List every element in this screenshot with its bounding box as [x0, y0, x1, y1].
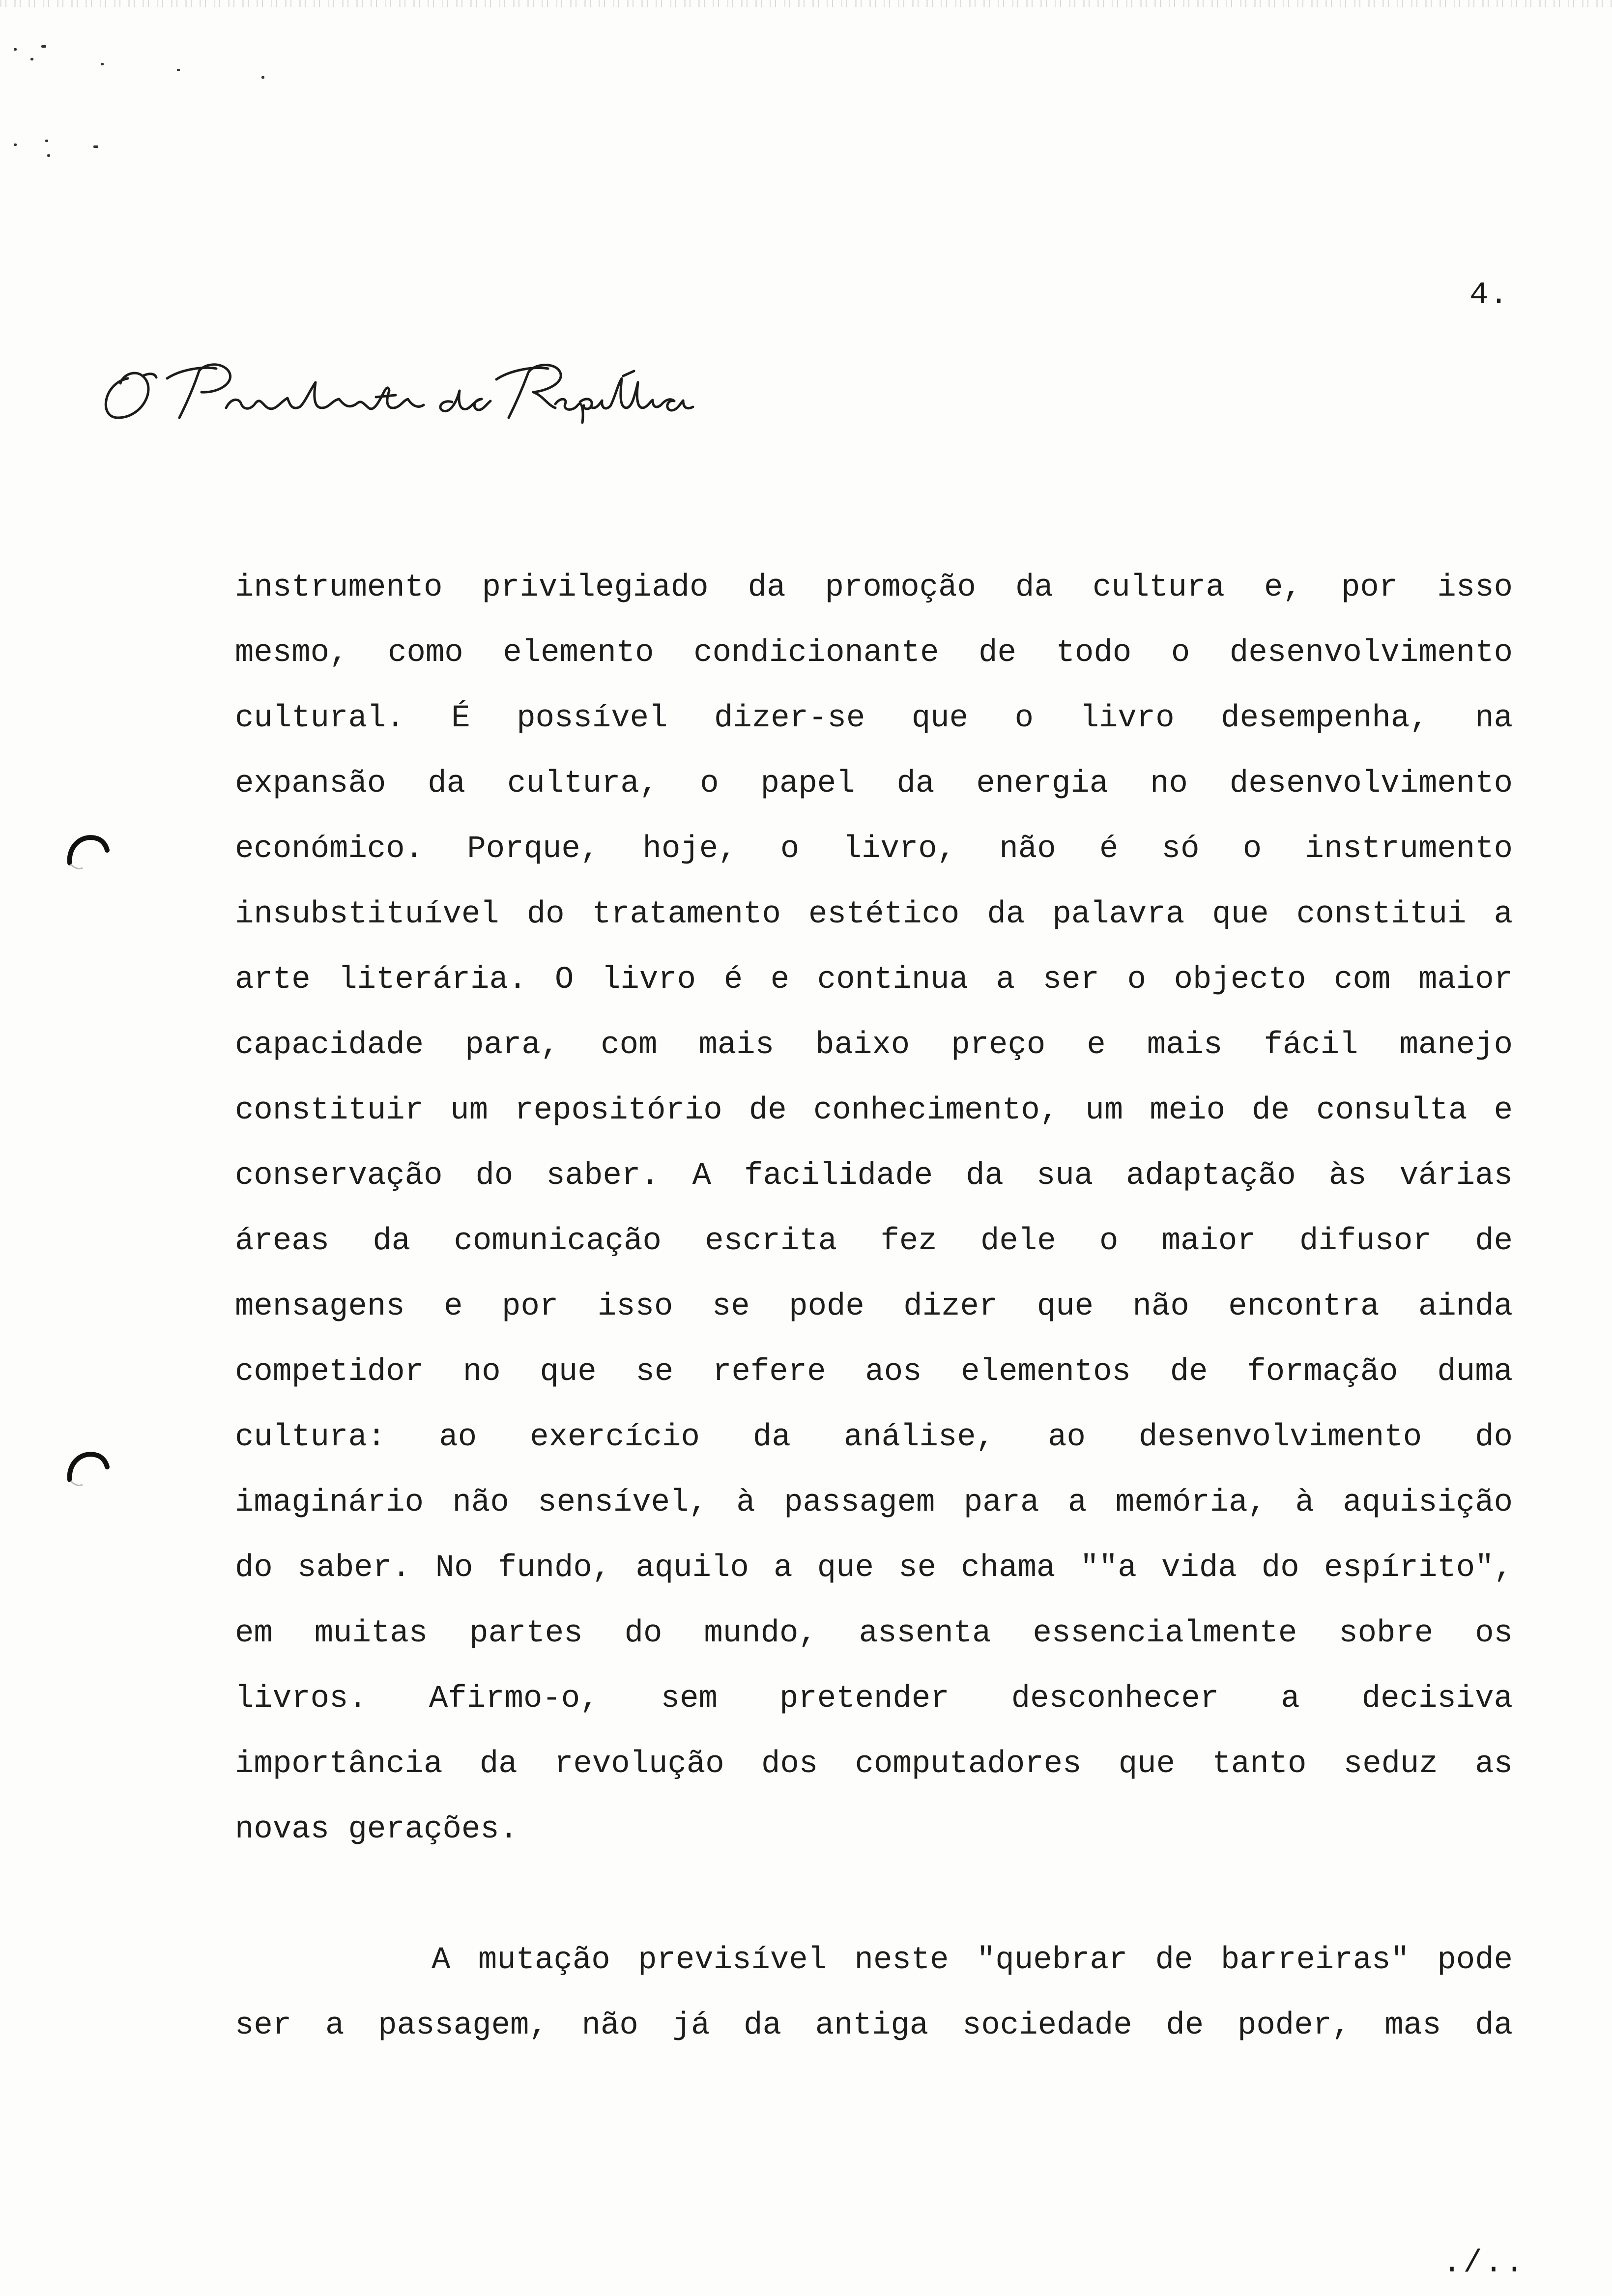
scan-speck: [101, 63, 104, 65]
scan-speck: [177, 69, 180, 71]
body-line: instrumento privilegiado da promoção da cultura e, por isso: [235, 570, 1513, 605]
body-line: áreas da comunicação escrita fez dele o maior difusor de: [235, 1224, 1513, 1259]
body-line: insubstituível do tratamento estético da palavra que constitui a: [235, 897, 1513, 932]
scan-edge-noise: [0, 0, 1612, 7]
body-line: conservação do saber. A facilidade da sua adaptação às várias: [235, 1158, 1513, 1194]
continuation-mark: ./..: [1442, 2246, 1526, 2281]
body-line: mesmo, como elemento condicionante de todo o desenvolvimento: [235, 635, 1513, 671]
body-line: arte literária. O livro é e continua a ser o objecto com maior: [235, 962, 1513, 998]
body-line: importância da revolução dos computadores que tanto seduz as: [235, 1747, 1513, 1782]
body-line: cultural. É possível dizer-se que o livro desempenha, na: [235, 701, 1513, 736]
scan-speck: [47, 154, 50, 157]
scan-speck: [30, 58, 33, 60]
body-line: em muitas partes do mundo, assenta essencialmente sobre os: [235, 1616, 1513, 1651]
body-line: livros. Afirmo-o, sem pretender desconhecer a decisiva: [235, 1681, 1513, 1717]
body-line: novas gerações.: [235, 1812, 518, 1847]
letter-body: [235, 555, 1513, 2059]
body-line: A mutação previsível neste "quebrar de barreiras" pode: [432, 1943, 1513, 1978]
body-line: mensagens e por isso se pode dizer que não encontra ainda: [235, 1289, 1513, 1324]
body-line: do saber. No fundo, aquilo a que se chama ""a vida do espírito",: [235, 1550, 1513, 1586]
scan-speck: [261, 76, 264, 79]
scan-speck: [14, 144, 17, 146]
body-line: constituir um repositório de conhecimento, um meio de consulta e: [235, 1093, 1513, 1128]
scan-speck: [41, 45, 46, 48]
body-line: económico. Porque, hoje, o livro, não é só o instrumento: [235, 832, 1513, 867]
body-line: imaginário não sensível, à passagem para a memória, à aquisição: [235, 1485, 1513, 1521]
body-line: ser a passagem, não já da antiga sociedade de poder, mas da: [235, 2008, 1513, 2043]
paragraph-gap: [235, 1863, 1513, 1928]
punch-hole-mark: [64, 1442, 111, 1490]
scan-speck: [93, 145, 98, 148]
page-number: 4.: [1469, 278, 1509, 313]
body-line: expansão da cultura, o papel da energia no desenvolvimento: [235, 766, 1513, 802]
scan-speck: [14, 48, 17, 51]
scan-speck: [45, 140, 48, 142]
punch-hole-mark: [64, 826, 111, 873]
body-line: cultura: ao exercício da análise, ao desenvolvimento do: [235, 1420, 1513, 1455]
body-line: competidor no que se refere aos elementos de formação duma: [235, 1354, 1513, 1390]
letterhead-signature: [93, 344, 703, 442]
body-line: capacidade para, com mais baixo preço e mais fácil manejo: [235, 1028, 1513, 1063]
